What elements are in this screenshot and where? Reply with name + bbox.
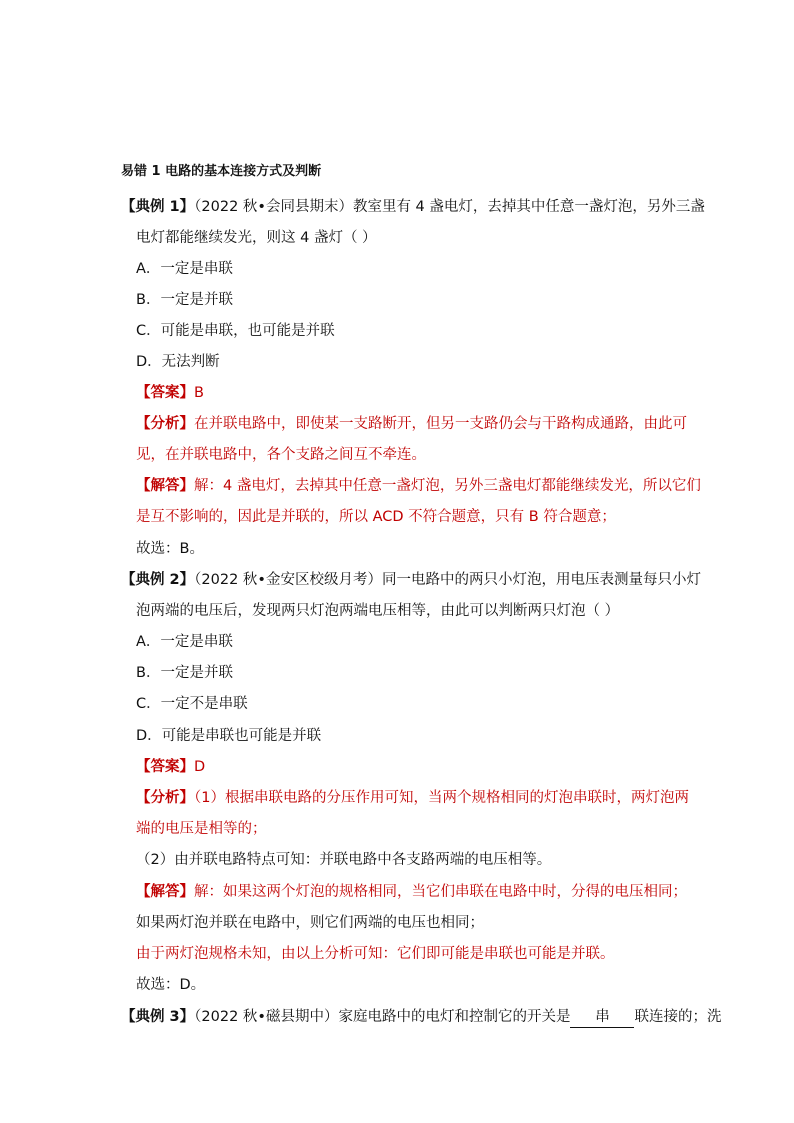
example2-solution-tag: 【解答】	[136, 884, 194, 900]
example1-solution-tag: 【解答】	[136, 478, 194, 494]
example1-answer	[136, 383, 204, 403]
example1-final: 故选：B。	[136, 541, 204, 557]
example2-answer-value: D	[194, 759, 206, 775]
example2-option-c: C．一定不是串联	[136, 696, 248, 712]
example2-solution-line1	[136, 882, 687, 902]
example2-analysis-line3: （2）由并联电路特点可知：并联电路中各支路两端的电压相等。	[136, 852, 552, 868]
example1-analysis-line1	[136, 414, 687, 434]
example1-answer-value: B	[194, 385, 204, 401]
example2-option-d: D．可能是串联也可能是并联	[136, 728, 322, 744]
example2-answer-tag: 【答案】	[136, 759, 194, 775]
example2-question-line1	[121, 570, 701, 590]
example2-solution-text1: 解：如果这两个灯泡的规格相同，当它们串联在电路中时，分得的电压相同；	[194, 884, 687, 900]
example2-solution-line3: 由于两灯泡规格未知，由以上分析可知：它们即可能是串联也可能是并联。	[136, 946, 615, 962]
example2-option-b: B．一定是并联	[136, 665, 233, 681]
example1-answer-tag: 【答案】	[136, 385, 194, 401]
example1-question-line1	[121, 197, 705, 217]
example1-analysis-text1: 在并联电路中，即使某一支路断开，但另一支路仍会与干路构成通路，由此可	[194, 416, 687, 432]
example1-option-c: C．可能是串联，也可能是并联	[136, 323, 335, 339]
example2-solution-line2: 如果两灯泡并联在电路中，则它们两端的电压也相同；	[136, 915, 484, 931]
example1-option-b: B．一定是并联	[136, 292, 233, 308]
example1-option-d: D．无法判断	[136, 354, 220, 370]
example2-analysis-line1	[136, 788, 689, 808]
example1-solution-line2: 是互不影响的，因此是并联的，所以 ACD 不符合题意，只有 B 符合题意；	[136, 509, 616, 525]
example1-question-line2: 电灯都能继续发光，则这 4 盏灯（ ）	[136, 230, 377, 246]
example2-analysis-tag: 【分析】	[136, 790, 194, 806]
example3-tag: 【典例 3】	[121, 1009, 195, 1025]
example1-text-line1: （2022 秋•会同县期末）教室里有 4 盏电灯，去掉其中任意一盏灯泡，另外三盏	[194, 199, 705, 215]
example1-analysis-line2: 见，在并联电路中，各个支路之间互不牵连。	[136, 447, 426, 463]
example1-option-a: A．一定是串联	[136, 261, 233, 277]
example3-text-pre: （2022 秋•磁县期中）家庭电路中的电灯和控制它的开关是	[194, 1009, 571, 1025]
example2-analysis-line2: 端的电压是相等的；	[136, 821, 267, 837]
example2-text-line1: （2022 秋•金安区校级月考）同一电路中的两只小灯泡，用电压表测量每只小灯	[194, 572, 701, 588]
example1-analysis-tag: 【分析】	[136, 416, 194, 432]
example2-analysis-text1: （1）根据串联电路的分压作用可知，当两个规格相同的灯泡串联时，两灯泡两	[194, 790, 689, 806]
example3-answer-blank: 串	[570, 1007, 634, 1028]
example1-solution-line1	[136, 476, 701, 496]
example3-question-line1	[121, 1007, 721, 1028]
example1-solution-text1: 解：4 盏电灯，去掉其中任意一盏灯泡，另外三盏电灯都能继续发光，所以它们	[194, 478, 701, 494]
example2-tag: 【典例 2】	[121, 572, 195, 588]
example2-question-line2: 泡两端的电压后，发现两只灯泡两端电压相等，由此可以判断两只灯泡（ ）	[136, 603, 620, 619]
example3-text-post: 联连接的；洗	[634, 1009, 722, 1025]
section-title: 易错 1 电路的基本连接方式及判断	[121, 164, 322, 179]
example2-option-a: A．一定是串联	[136, 634, 233, 650]
example1-tag: 【典例 1】	[121, 199, 195, 215]
example2-answer	[136, 757, 205, 777]
example2-final: 故选：D。	[136, 977, 206, 993]
